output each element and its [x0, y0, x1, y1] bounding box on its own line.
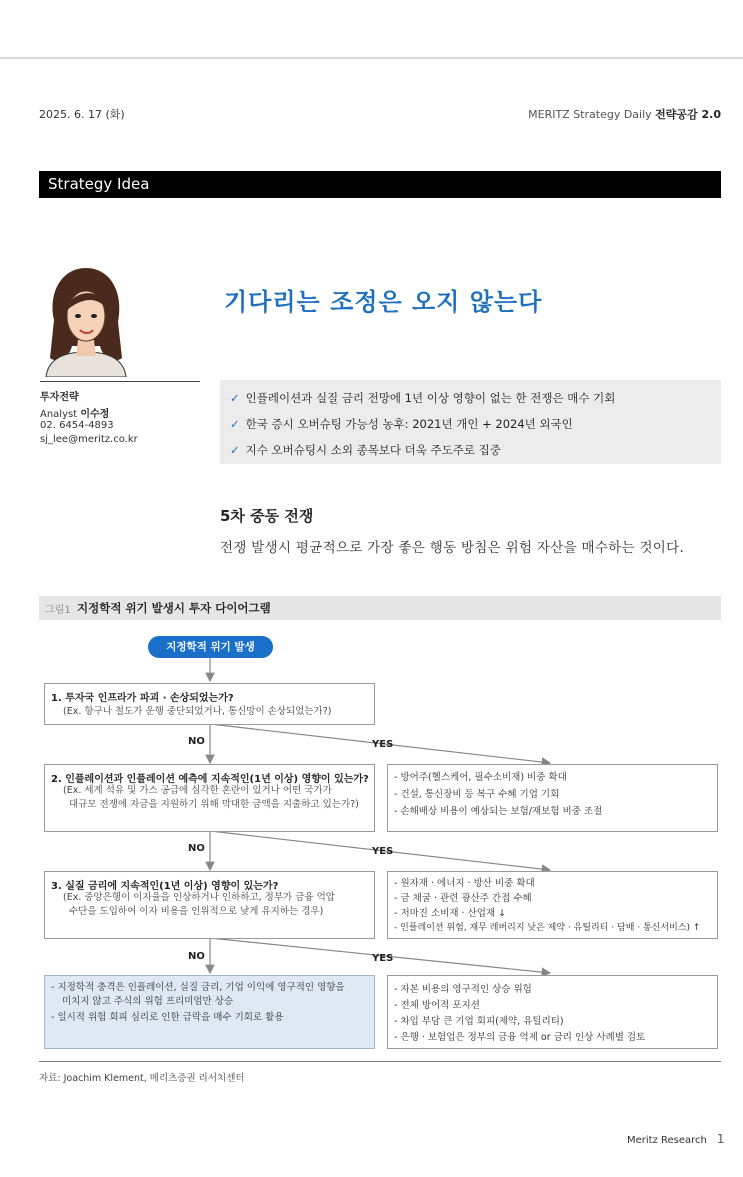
section-text: 전쟁 발생시 평균적으로 가장 좋은 행동 방침은 위험 자산을 매수하는 것이다.	[220, 540, 685, 556]
footer-brand: Meritz Research	[627, 1135, 707, 1146]
final-yes-item: - 차입 부담 큰 기업 회피(제약, 유틸리티)	[394, 1016, 564, 1027]
page-number: 1	[716, 1132, 725, 1146]
q3-no-label: NO	[188, 951, 205, 962]
check-icon: ✓	[230, 391, 240, 405]
final-yes-item: - 자본 비용의 영구적인 상승 위험	[394, 984, 532, 995]
yes-item: - 건설, 통신장비 등 복구 수혜 기업 기회	[394, 789, 560, 800]
banner-label: Strategy Idea	[48, 175, 150, 193]
publication-name: MERITZ Strategy Daily	[528, 108, 652, 121]
question-1-title: 1. 투자국 인프라가 파괴 · 손상되었는가?	[51, 693, 234, 704]
analyst-email[interactable]: sj_lee@meritz.co.kr	[40, 434, 138, 445]
final-no-item: - 일시적 위험 회피 심리로 인한 급락을 매수 기회로 활용	[51, 1012, 284, 1023]
analyst-department: 투자전략	[40, 392, 79, 403]
summary-text: 지수 오버슈팅시 소외 종목보다 더욱 주도주로 집중	[245, 443, 501, 457]
question-1-example: (Ex. 항구나 철도가 운행 중단되었거나, 통신망이 손상되었는가?)	[63, 706, 332, 717]
yes-item: - 방어주(헬스케어, 필수소비재) 비중 확대	[394, 772, 567, 783]
question-3-box	[44, 871, 375, 939]
question-2-title: 2. 인플레이션과 인플레이션 예측에 지속적인(1년 이상) 영향이 있는가?	[51, 774, 369, 785]
final-no-box	[44, 975, 375, 1049]
q2-yes-label: YES	[372, 846, 394, 857]
yes-item: - 금 채굴 · 관련 광산주 간접 수혜	[394, 893, 532, 904]
check-icon: ✓	[230, 417, 240, 431]
question-3-example-line: (Ex. 중앙은행이 이자율을 인상하거나 인하하고, 정부가 금융 억압	[63, 892, 335, 903]
check-icon: ✓	[230, 443, 240, 457]
yes-item: - 손해배상 비용이 예상되는 보험/재보험 비중 조절	[394, 806, 603, 817]
figure-caption: 지정학적 위기 발생시 투자 다이어그램	[77, 601, 271, 615]
headline: 기다리는 조정은 오지 않는다	[224, 288, 543, 316]
question-3-example-line: 수단을 도입하여 이자 비용을 인위적으로 낮게 유지하는 경우)	[69, 906, 324, 917]
question-2-example-line: (Ex. 세계 석유 및 가스 공급에 심각한 혼란이 있거나 어떤 국가가	[63, 785, 332, 796]
final-no-item: 미치지 않고 주식의 위험 프리미엄만 상승	[62, 996, 234, 1007]
question-3-yes-box	[387, 871, 718, 939]
figure-label: 그림1	[45, 605, 71, 616]
question-2-yes-box	[387, 764, 718, 832]
final-yes-item: - 은행 · 보험업은 정부의 금융 억제 or 금리 인상 사례별 검토	[394, 1032, 646, 1043]
summary-text: 한국 증시 오버슈팅 가능성 농후: 2021년 개인 + 2024년 외국인	[245, 417, 573, 431]
flow-start-node: 지정학적 위기 발생	[148, 636, 273, 658]
yes-item: - 저마진 소비재 · 산업재 ↓	[394, 908, 507, 919]
page-footer	[627, 1132, 725, 1146]
yes-item: - 인플레이션 위험, 재무 레버리지 낮은 제약 · 유틸리티 · 담배 · 통신서비스) ↑	[394, 923, 701, 933]
final-yes-item: - 전체 방어적 포지션	[394, 1000, 480, 1011]
report-date: 2025. 6. 17 (화)	[39, 108, 125, 121]
analyst-prefix: Analyst	[40, 409, 78, 420]
question-3-title: 3. 실질 금리에 지속적인(1년 이상) 영향이 있는가?	[51, 881, 279, 892]
question-2-example-line: 대규모 전쟁에 자금을 지원하기 위해 막대한 금액을 지출하고 있는가?)	[69, 799, 359, 810]
series-name: 전략공감 2.0	[655, 108, 721, 121]
final-yes-box	[387, 975, 718, 1049]
final-no-item: - 지정학적 충격은 인플레이션, 실질 금리, 기업 이익에 영구적인 영향을	[51, 982, 345, 993]
summary-text: 인플레이션과 실질 금리 전망에 1년 이상 영향이 없는 한 전쟁은 매수 기회	[245, 391, 616, 405]
yes-item: - 원자재 · 에너지 · 방산 비중 확대	[394, 878, 535, 889]
q2-no-label: NO	[188, 843, 205, 854]
section-title: 5차 중동 전쟁	[220, 507, 314, 525]
question-1-box	[44, 683, 375, 725]
q1-no-label: NO	[188, 736, 205, 747]
source-note: 자료: Joachim Klement, 메리츠증권 리서치센터	[39, 1073, 245, 1084]
question-2-box	[44, 764, 375, 832]
q1-yes-label: YES	[372, 739, 394, 750]
source-divider	[39, 1061, 721, 1062]
analyst-name: 이수정	[80, 409, 110, 420]
q3-yes-label: YES	[372, 953, 394, 964]
analyst-phone: 02. 6454-4893	[40, 420, 114, 431]
